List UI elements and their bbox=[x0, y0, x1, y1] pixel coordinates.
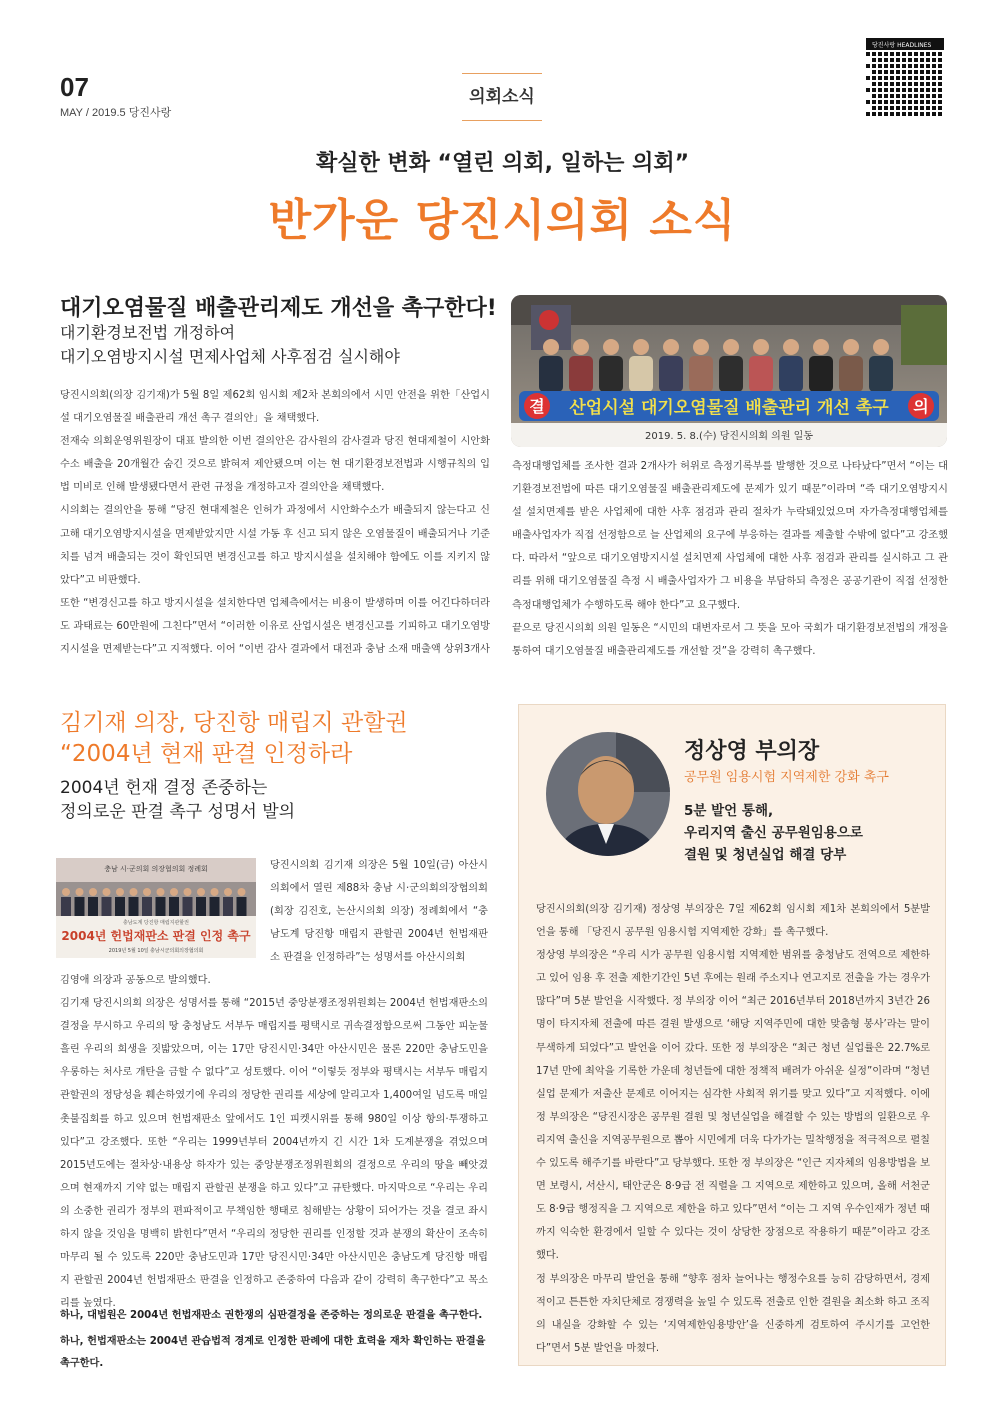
corner-mark-text: 당진사랑 HEADLINES bbox=[872, 42, 932, 49]
article1-body-right: 측정대행업체를 조사한 결과 2개사가 허위로 측정기록부를 발행한 것으로 나타났다”면서 “이는 대기환경보전법에 따른 대기오염물질 배출관리제도에 문제가 있기 때문”이라며 “즉 대기오염방지시설 설치면제를 받은 사업체에 대한 사후 점검과 관리 절차가 누락돼있었으며 자가측정대행업체를 배출사업자가 직접 선정함으로 늘 산업체의 요구에 부응하는 결과를 제출할 수밖에 없다”고 강조했다. 따라서 “앞으로 대기오염방지시설 설치면제 사업체에 대한 사후 점검과 관리를 실시하고 그 관리를 위해 대기오염물질 측정 시 배출사업자가 그 비용을 부담하되 측정은 공공기관이 직접 선정한 측정대행업체가 수행하도록 해야 한다”고 요구했다. 끝으로 당진시의회 의원 일동은 “시민의 대변자로서 그 뜻을 모아 국회가 대기환경보전법의 개정을 통하여 대기오염물질 배출관리제도를 개선할 것”을 강력히 촉구했다. bbox=[512, 461, 948, 657]
vice-chair-portrait bbox=[546, 732, 670, 856]
page-title: 반가운 당진시의회 소식 bbox=[268, 195, 737, 246]
photo2-date-text: 2019년 5월 10일 충남시군의회의장협의회 bbox=[108, 948, 204, 954]
photo2-banner-text: 2004년 헌법재판소 판결 인정 촉구 bbox=[61, 929, 251, 943]
corner-dot-pattern bbox=[866, 38, 944, 116]
photo2-top-text: 충남 시·군의회 의장협의회 정례회 bbox=[104, 865, 208, 873]
vice-chair-subtitle: 공무원 임용시험 지역제한 강화 촉구 bbox=[684, 770, 889, 785]
vice-chair-highlight: 5분 발언 통해, 우리지역 출신 공무원임용으로 결원 및 청년실업 해결 당부 bbox=[684, 803, 863, 863]
article1-subheadline bbox=[60, 321, 400, 369]
banner-caption: 2019. 5. 8.(수) 당진시의회 의원 일동 bbox=[644, 431, 814, 442]
article1-photo bbox=[511, 295, 947, 447]
article2-body: 김영애 의장과 공동으로 발의했다. 김기재 당진시의회 의장은 성명서를 통해 “2015년 중앙분쟁조정위원회는 2004년 헌법재판소의 결정을 무시하고 우리의 땅 충청남도 서부두 매립지를 평택시로 귀속결정함으로써 그동안 피눈물 흘린 우리의 희생을 짓밟았으며, 이는 17만 당진시민·34만 아산시민은 물론 220만 충남도민을 우롱하는 처사로 개탄을 금할 수 없다”고 성토했다. 이어 “이렇듯 정부와 평택시는 서부두 매립지 관할권의 정당성을 훼손하였기에 우리의 정당한 권리를 세상에 알리고자 1,400여일 넘도록 매일 촛불집회를 하고 있으며 헌법재판소 앞에서도 1인 피켓시위를 통해 980일 이상 항의·투쟁하고 있다”고 강조했다. 또한 “우리는 1999년부터 2004년까지 긴 시간 1차 도계분쟁을 겪었으며 2015년도에는 절차상·내용상 하자가 있는 중앙분쟁조정위원회의 결정으로 우리의 땅을 빼앗겼으며 현재까지 기약 없는 매립지 관할권 분쟁을 하고 있다”고 규탄했다. 마지막으로 “우리는 우리의 소중한 권리가 정부의 편파적이고 무책임한 행태로 침해받는 상황이 되어가는 것을 결코 좌시 하지 않을 것임을 명백히 밝힌다”면서 “우리의 정당한 권리를 인정할 것과 분쟁의 확산이 조속히 마무리 될 수 있도록 220만 충남도민과 17만 당진시민·34만 아산시민은 충남도계 당진항 매립지 관할권 2004년 헌법재판소 판결을 인정하고 존중하여 다음과 같이 강력히 촉구한다”고 목소리를 높였다. bbox=[60, 975, 488, 1310]
issue-label: MAY / 2019.5 당진사랑 bbox=[60, 107, 172, 119]
article1-headline: 대기오염물질 배출관리제도 개선을 촉구한다! bbox=[60, 296, 497, 321]
photo2-small-text: 충남도계 당진항 매립지관할권 bbox=[123, 920, 189, 926]
article2-body-intro: 당진시의회 김기재 의장은 5월 10일(금) 아산시의회에서 열린 제88차 충남 시·군의회의장협의회(회장 김진호, 논산시의회 의장) 정례회에서 “충남도계 당진항 매립지 관할권 2004년 헌법재판소 판결을 인정하라”는 성명서를 아산시의회 bbox=[270, 860, 488, 964]
council-group-photo bbox=[511, 295, 947, 447]
article2-headline: 김기재 의장, 당진항 매립지 관할권 “2004년 현재 판결 인정하라 bbox=[60, 710, 408, 767]
section-tag: 의회소식 bbox=[462, 73, 542, 121]
article1-body-left: 당진시의회(의장 김기재)가 5월 8일 제62회 임시회 제2차 본회의에서 시민 안전을 위한「산업시설 대기오염물질 배출관리 개선 촉구 결의안」을 채택했다. 전재숙 의회운영위원장이 대표 발의한 이번 결의안은 감사원의 감사결과 당진 현대제철이 시안화수소 배출을 20개월간 숨긴 것으로 밝혀져 제안됐으며 이는 현 대기환경보전법과 시행규칙의 입법 미비로 인해 발생됐다면서 관련 규정을 개정하고자 결의안을 채택했다. 시의회는 결의안을 통해 “당진 현대제철은 인허가 과정에서 시안화수소가 배출되지 않는다고 신고해 대기오염방지시설을 면제받았지만 시설 가동 후 신고 되지 않은 오염물질이 배출되거나 기준치를 넘겨 배출되는 것이 확인되면 변경신고를 하고 방지시설을 설치해야 함에도 이를 지키지 않았다”고 비판했다. 또한 “변경신고를 하고 방지시설을 설치한다면 업체측에서는 비용이 발생하며 이를 어긴다하더라도 과태료는 60만원에 그친다”면서 “이러한 이유로 산업시설은 변경신고를 기피하고 대기오염방지시설을 면제받는다”고 지적했다. 이어 “이번 감사 결과에서 대전과 충남 소재 매출액 상위3개사 bbox=[60, 390, 490, 656]
council-meeting-photo bbox=[56, 858, 256, 958]
vice-chair-name: 정상영 부의장 bbox=[684, 739, 820, 764]
article1-sub-line1: 대기환경보전법 개정하여 bbox=[60, 323, 236, 342]
article2-resolution-1: 하나, 대법원은 2004년 헌법재판소 권한쟁의 심판결정을 존중하는 정의로운 판결을 촉구한다. bbox=[60, 1310, 483, 1321]
article2-subheadline: 2004년 헌재 결정 존중하는 정의로운 판결 촉구 성명서 발의 bbox=[60, 778, 296, 822]
article2-photo bbox=[56, 858, 256, 958]
page-number: 07 bbox=[60, 72, 89, 102]
portrait-photo bbox=[546, 732, 670, 856]
banner-badge-right: 의 bbox=[913, 397, 929, 416]
vice-chair-body: 당진시의회(의장 김기재) 정상영 부의장은 7일 제62회 임시회 제1차 본회의에서 5분발언을 통해 「당진시 공무원 임용시험 지역제한 강화」를 촉구했다. 정상영 부의장은 “우리 시가 공무원 임용시험 지역제한 범위를 충청남도 전역으로 제한하고 있어 임용 후 전출 제한기간인 5년 후에는 원래 주소지나 연고지로 전출을 가는 경우가 많다”며 5분 발언을 시작했다. 정 부의장 이어 “최근 2016년부터 2018년까지 3년간 26명이 타지자체 전출에 따른 결원 발생으로 ‘해당 지역주민에 대한 맞춤형 봉사’라는 말이 무색하게 되었다”고 발언을 이어 갔다. 또한 정 부의장은 “최근 청년 실업률은 22.7%로 17년 만에 최악을 기록한 가운데 청년들에 대한 정책적 배려가 아쉬운 실정”이라며 “청년실업 문제가 저출산 문제로 이어지는 심각한 사회적 위기를 맞고 있다”고 지적했다. 이에 정 부의장은 “당진시장은 공무원 결원 및 청년실업을 해결할 수 있는 방법의 일환으로 우리지역 출신을 지역공무원으로 뽑아 시민에게 더욱 다가가는 밀착행정을 적극적으로 펼칠 수 있도록 해주기를 바란다”고 당부했다. 또한 정 부의장은 “인근 지자체의 임용방법을 보면 보령시, 서산시, 태안군은 8·9급 전 직렬을 그 지역으로 제한하고 있으며, 올해 서천군도 8·9급 행정직을 그 지역으로 제한을 하고 있다”면서 “이는 그 지역 우수인재가 정년 때까지 익숙한 환경에서 일할 수 있다는 것이 상당한 장점으로 작용하기 때문”이라고 강조했다. 정 부의장은 마무리 발언을 통해 “향후 점차 늘어나는 행정수요를 능히 감당하면서, 경제적이고 튼튼한 자치단체로 경쟁력을 높일 수 있도록 전출로 인한 결원을 최소화 하고 조직의 내실을 강화할 수 있는 ‘지역제한임용방안’을 신중하게 검토하여 주시기를 고언한다”면서 5분 발언을 마쳤다. bbox=[536, 904, 930, 1354]
banner-text: 산업시설 대기오염물질 배출관리 개선 촉구 bbox=[569, 398, 889, 418]
article1-sub-line2: 대기오염방지시설 면제사업체 사후점검 실시해야 bbox=[60, 347, 400, 366]
article2-resolution-2: 하나, 헌법재판소는 2004년 관습법적 경계로 인정한 판례에 대한 효력을 재차 확인하는 판결을 촉구한다. bbox=[60, 1336, 486, 1369]
banner-badge-left: 결 bbox=[529, 397, 545, 416]
page-kicker: 확실한 변화 “열린 의회, 일하는 의회” bbox=[315, 151, 690, 176]
